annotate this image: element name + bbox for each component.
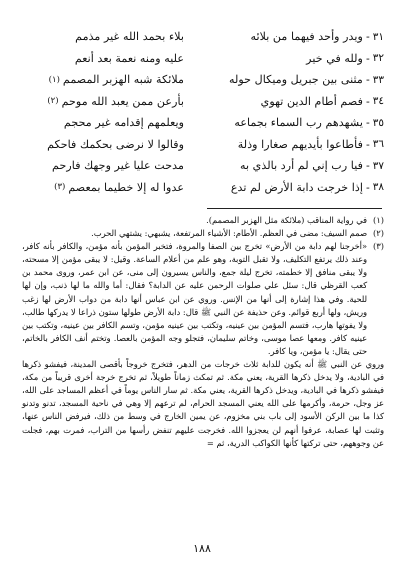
footnote-number: (٢) xyxy=(373,228,384,239)
verse-first-text: ويدر وأحد فيهما من بلائه xyxy=(250,30,363,44)
verse-first-text: إذا خرجت دابة الأرض لم تدع xyxy=(230,180,363,194)
verse-second-hemistich xyxy=(24,138,184,151)
verse-first-hemistich: ٣٣ - مثنى بين جبريل وميكال حوله xyxy=(228,73,384,87)
verse-first-hemistich: ٣٥ - يشهدهم رب السماء بجماعه xyxy=(234,116,384,130)
footnote xyxy=(22,214,384,227)
verse-first-hemistich: ٣٤ - فصم أطام الدين تهوي xyxy=(260,94,384,108)
footnote xyxy=(22,227,384,240)
verse-first-hemistich: ٣١ - ويدر وأحد فيهما من بلائه xyxy=(250,30,384,44)
verse-first-hemistich: ٣٢ - ولله في خير xyxy=(306,51,384,65)
poem-verse xyxy=(24,26,384,48)
verse-number: ٣٣ xyxy=(372,73,384,86)
verse-number: ٣٥ xyxy=(372,116,384,129)
verse-second-hemistich xyxy=(24,95,184,108)
verse-first-text: فأطاعوا بأيديهم صغارا وذلة xyxy=(237,137,363,151)
verse-second-hemistich xyxy=(24,159,184,172)
verse-second-text: ملائكة شبه الهزبر المصمم xyxy=(62,73,184,87)
footnote-marker: (٢) xyxy=(47,96,59,107)
verse-first-hemistich: ٣٦ - فأطاعوا بأيديهم صغارا وذلة xyxy=(237,137,384,151)
footnote-separator xyxy=(207,208,382,209)
footnote-paragraph: وروي عن النبي ﷺ أنه يكون للدابة ثلاث خرجات من الدهر، فتخرج خروجاً بأقصى المدينة، فيفشو ذكرها في البادية، ولا يدخل ذكرها القرية، يعني مكة. ثم تمكث زماناً طويلاً، ثم تخرج خرجة أخرى قريباً من مكة، فيفشو ذكرها في البادية، ويدخل ذكرها القرية، يعني مكة. ثم سار الناس يوماً في أعظم المساجد على الله، عز وجل، حرمة، وأكرمها على الله يعني المسجد الحرام، لم ترعهم إلا وهي في ناحية المسجد، تدنو وتدنو كذا ما بين الركن الأسود إلى باب بني مخزوم، عن يمين الخارج في وسط من ذلك، فيرفض الناس عنها، وتثبت لها عصابة، عرفوا أنهم لن يعجزوا الله. فخرجت عليهم تنفض رأسها من التراب، فمرت بهم، فجلت عن وجوههم، حتى تركتها كأنها الكواكب الدرية، ثم = xyxy=(22,359,384,448)
verse-second-hemistich xyxy=(24,73,184,86)
verse-second-text: بأرعن ممن يعبد الله موحم xyxy=(61,94,184,108)
footnote-marker: (١) xyxy=(48,74,60,85)
poem-verse xyxy=(24,177,384,199)
page-number: ١٨٨ xyxy=(193,542,211,555)
footnotes xyxy=(22,214,384,450)
poem-verse xyxy=(24,69,384,91)
verse-second-hemistich xyxy=(24,181,184,194)
verse-number: ٣٨ xyxy=(372,181,384,194)
verse-number: ٣٤ xyxy=(372,95,384,108)
verse-number: ٣٧ xyxy=(372,159,384,172)
verse-first-text: فيا رب إني لم أرد بالذي به xyxy=(239,159,363,173)
verse-second-text: مدحت عليا غير وجهك فارحم xyxy=(52,159,184,173)
footnote-text: في رواية المناقب (ملائكة مثل الهزبر المصمم). xyxy=(206,215,368,225)
verse-second-text: وقالوا لا نرضى بحكمك فاحكم xyxy=(47,137,184,151)
verse-second-text: بلاء بحمد الله غير مذمم xyxy=(75,30,184,44)
verse-first-text: يشهدهم رب السماء بجماعه xyxy=(234,116,363,130)
footnote-number: (١) xyxy=(373,215,384,225)
verse-first-hemistich: ٣٧ - فيا رب إني لم أرد بالذي به xyxy=(239,159,384,173)
poem xyxy=(24,26,384,198)
verse-second-hemistich xyxy=(24,30,184,43)
verse-second-text: ويعلمهم إقدامه غير محجم xyxy=(63,116,184,130)
poem-verse xyxy=(24,48,384,70)
poem-verse xyxy=(24,112,384,134)
verse-number: ٣٦ xyxy=(372,138,384,151)
footnote-text: صمم السيف: مضى في العظم. الأطام: الأشياء المرتفعة، يشبهي: يشتهي الحرب. xyxy=(91,228,368,239)
verse-first-text: ولله في خير xyxy=(306,51,363,65)
poem-verse xyxy=(24,91,384,113)
footnote-number: (٣) xyxy=(373,241,384,252)
footnote-marker: (٣) xyxy=(54,182,66,193)
verse-first-hemistich: ٣٨ - إذا خرجت دابة الأرض لم تدع xyxy=(230,180,384,194)
verse-second-text: عليه ومنه نعمة بعد أنعم xyxy=(74,51,184,65)
poem-verse xyxy=(24,134,384,156)
poem-verse xyxy=(24,155,384,177)
footnote-continuation xyxy=(22,358,384,450)
footnote xyxy=(22,240,384,358)
verse-first-text: مثنى بين جبريل وميكال حوله xyxy=(228,73,363,87)
verse-number: ٣٢ xyxy=(372,52,384,65)
verse-number: ٣١ xyxy=(372,30,384,43)
verse-second-text: عدوا له إلا خطيما بمعصم xyxy=(68,180,184,194)
verse-first-text: فصم أطام الدين تهوي xyxy=(260,94,363,108)
verse-second-hemistich xyxy=(24,52,184,65)
verse-second-hemistich xyxy=(24,116,184,129)
footnote-text: «أخرجنا لهم دابة من الأرض» تخرج بين الصفا والمروة، فتخبر المؤمن بأنه مؤمن، والكافر بأنه كافر، وعند ذلك يرتفع التكليف، ولا تقبل التوبة، وهو علم من أعلام الساعة. وقيل: لا يبقى مؤمن إلا مسحته، ولا يبقى منافق إلا خطمته، تخرج ليلة جمع، والناس يسيرون إلى منى، عن ابن عمر، وروى محمد بن كعب القرظي قال: سئل علي صلوات الرحمن عليه عن الدابة؟ فقال: أما والله ما لها ذنب، وإن لها للحية. وفي هذا إشارة إلى أنها من الإنس. وروي عن ابن عباس أنها دابة من دواب الأرض لها زغب وريش، ولها أربع قوائم. وعن حذيفة عن النبي ﷺ قال: دابة الأرض طولها ستون ذراعا لا يدركها طالب، ولا يفوتها هارب، فتسم المؤمن بين عينيه، وتكتب بين عينيه مؤمن، وتسم الكافر بين عينيه، وتكتب بين عينيه كافر. ومعها عصا موسى، وخاتم سليمان، فتجلو وجه المؤمن بالعصا. وتختم أنف الكافر بالخاتم، حتى يقال: يا مؤمن، ويا كافر. xyxy=(22,241,368,356)
